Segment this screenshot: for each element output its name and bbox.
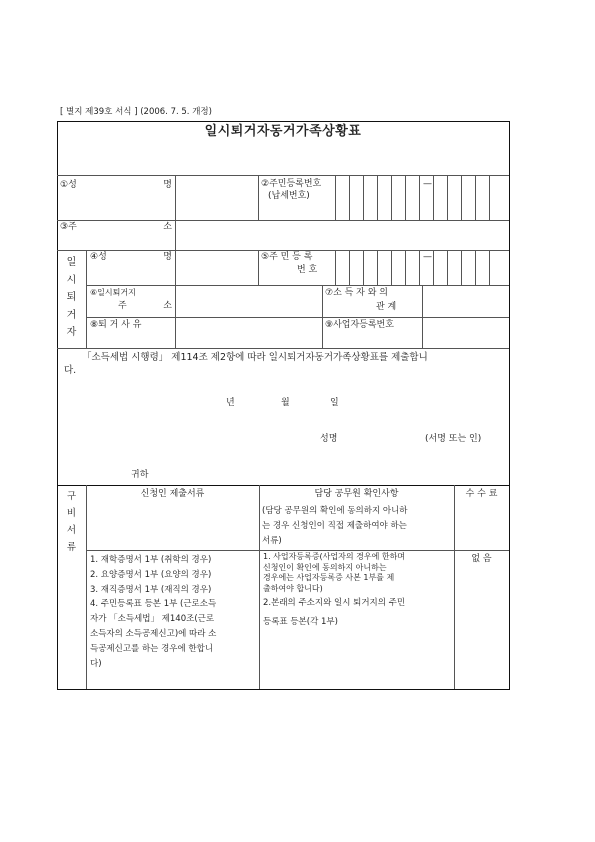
divider xyxy=(57,485,509,486)
applicant-docs-list xyxy=(90,553,216,671)
divider xyxy=(391,250,392,285)
list-item: 3. 재직증명서 1부 (재직의 경우) xyxy=(90,584,212,595)
rrn-dash: — xyxy=(423,179,432,189)
divider xyxy=(86,250,87,348)
divider xyxy=(175,285,176,317)
required-documents-label: 구 비 서 류 xyxy=(66,491,77,553)
name-label: ①성 명 xyxy=(60,180,172,190)
divider xyxy=(57,348,509,349)
divider xyxy=(363,250,364,285)
divider xyxy=(175,175,176,220)
divider xyxy=(377,250,378,285)
form-reference: [ 별지 제39호 서식 ] (2006. 7. 5. 개정) xyxy=(60,107,212,117)
temp-address-label: ⑥일시퇴거지 xyxy=(90,288,136,297)
fee-value: 없 음 xyxy=(471,554,492,564)
divider xyxy=(335,250,336,285)
sign-note: (서명 또는 인) xyxy=(425,434,482,444)
divider xyxy=(489,250,490,285)
divider xyxy=(349,175,350,220)
signer-label: 성명 xyxy=(320,434,338,444)
business-number-label: ⑨사업자등록번호 xyxy=(325,320,394,330)
divider xyxy=(447,175,448,220)
list-item: 2. 요양증명서 1부 (요양의 경우) xyxy=(90,569,212,580)
frame-top xyxy=(57,121,509,122)
divider xyxy=(475,250,476,285)
fee-header: 수 수 료 xyxy=(465,489,498,499)
divider xyxy=(86,317,509,318)
divider xyxy=(86,285,509,286)
divider xyxy=(259,485,260,689)
date-year: 년 xyxy=(226,398,235,408)
divider xyxy=(422,317,423,348)
relation-label: ⑦소 득 자 와 의 xyxy=(325,288,388,298)
official-check-list xyxy=(263,552,405,627)
list-item: 출하여야 합니다) xyxy=(263,583,323,593)
divider xyxy=(405,250,406,285)
divider xyxy=(419,175,420,220)
list-item: 등록표 등본(각 1부) xyxy=(263,616,338,627)
divider xyxy=(86,550,509,551)
recipient-label: 귀하 xyxy=(131,470,149,480)
tax-number-label: (납세번호) xyxy=(268,191,310,201)
relation-label-2: 관 계 xyxy=(376,302,397,312)
divider xyxy=(405,175,406,220)
divider xyxy=(433,250,434,285)
frame-left xyxy=(57,121,58,690)
date-day: 일 xyxy=(330,398,339,408)
list-item: 다) xyxy=(90,658,102,669)
divider xyxy=(461,175,462,220)
person-name-label: ④성 명 xyxy=(90,252,172,262)
list-item: 경우에는 사업자등록증 사본 1부를 제 xyxy=(263,573,395,582)
applicant-docs-header: 신청인 제출서류 xyxy=(140,489,205,499)
reason-label: ⑧퇴 거 사 유 xyxy=(90,320,142,330)
divider xyxy=(175,250,176,285)
list-item: 1. 재학증명서 1부 (취학의 경우) xyxy=(90,555,212,565)
person-rrn-label: ⑤주 민 등 록 xyxy=(261,252,313,262)
list-item: 2.본래의 주소지와 일시 퇴거지의 주민 xyxy=(263,598,406,608)
declaration-text-2: 다. xyxy=(64,365,77,376)
divider xyxy=(175,220,176,250)
divider xyxy=(86,485,87,689)
divider xyxy=(57,220,509,221)
divider xyxy=(175,317,176,348)
official-check-note: (담당 공무원의 확인에 동의하지 아니하 는 경우 신청인이 직접 제출하여야 하는 서류) xyxy=(262,506,408,546)
rrn-label: ②주민등록번호 xyxy=(261,179,322,189)
list-item: 4. 주민등록표 등본 1부 (근로소득 xyxy=(90,599,217,610)
divider xyxy=(377,175,378,220)
temp-address-label-2: 주 소 xyxy=(118,301,172,311)
official-check-header: 담당 공무원 확인사항 xyxy=(314,489,399,499)
divider xyxy=(454,485,455,689)
divider xyxy=(433,175,434,220)
list-item: 신청인이 확인에 동의하지 아니하는 xyxy=(263,562,387,572)
declaration-text: 「소득세법 시행령」 제114조 제2항에 따라 일시퇴거자동거가족상황표를 제출합니 xyxy=(82,352,428,363)
divider xyxy=(258,250,259,285)
address-label: ③주 소 xyxy=(60,222,172,232)
list-item: 자가 「소득세법」 제140조(근로 xyxy=(90,614,215,625)
divider xyxy=(363,175,364,220)
divider xyxy=(447,250,448,285)
frame-right xyxy=(509,121,510,690)
date-month: 월 xyxy=(281,398,290,408)
divider xyxy=(57,175,509,176)
divider xyxy=(461,250,462,285)
list-item: 득공제신고를 하는 경우에 한합니 xyxy=(90,643,214,654)
list-item: 1. 사업자등록증(사업자의 경우에 한하며 xyxy=(263,552,406,561)
divider xyxy=(422,285,423,317)
temporary-resident-side-label: 일 시 퇴 거 자 xyxy=(66,257,77,338)
page-title: 일시퇴거자동거가족상황표 xyxy=(204,124,362,139)
divider xyxy=(57,250,509,251)
frame-bottom xyxy=(57,689,509,690)
divider xyxy=(258,175,259,220)
list-item: 소득자의 소득공제신고)에 따라 소 xyxy=(90,628,217,639)
person-rrn-dash: — xyxy=(423,252,432,262)
divider xyxy=(391,175,392,220)
divider xyxy=(419,250,420,285)
divider xyxy=(335,175,336,220)
divider xyxy=(322,285,323,317)
divider xyxy=(475,175,476,220)
person-rrn-label-2: 번 호 xyxy=(297,265,318,275)
divider xyxy=(322,317,323,348)
divider xyxy=(349,250,350,285)
divider xyxy=(489,175,490,220)
